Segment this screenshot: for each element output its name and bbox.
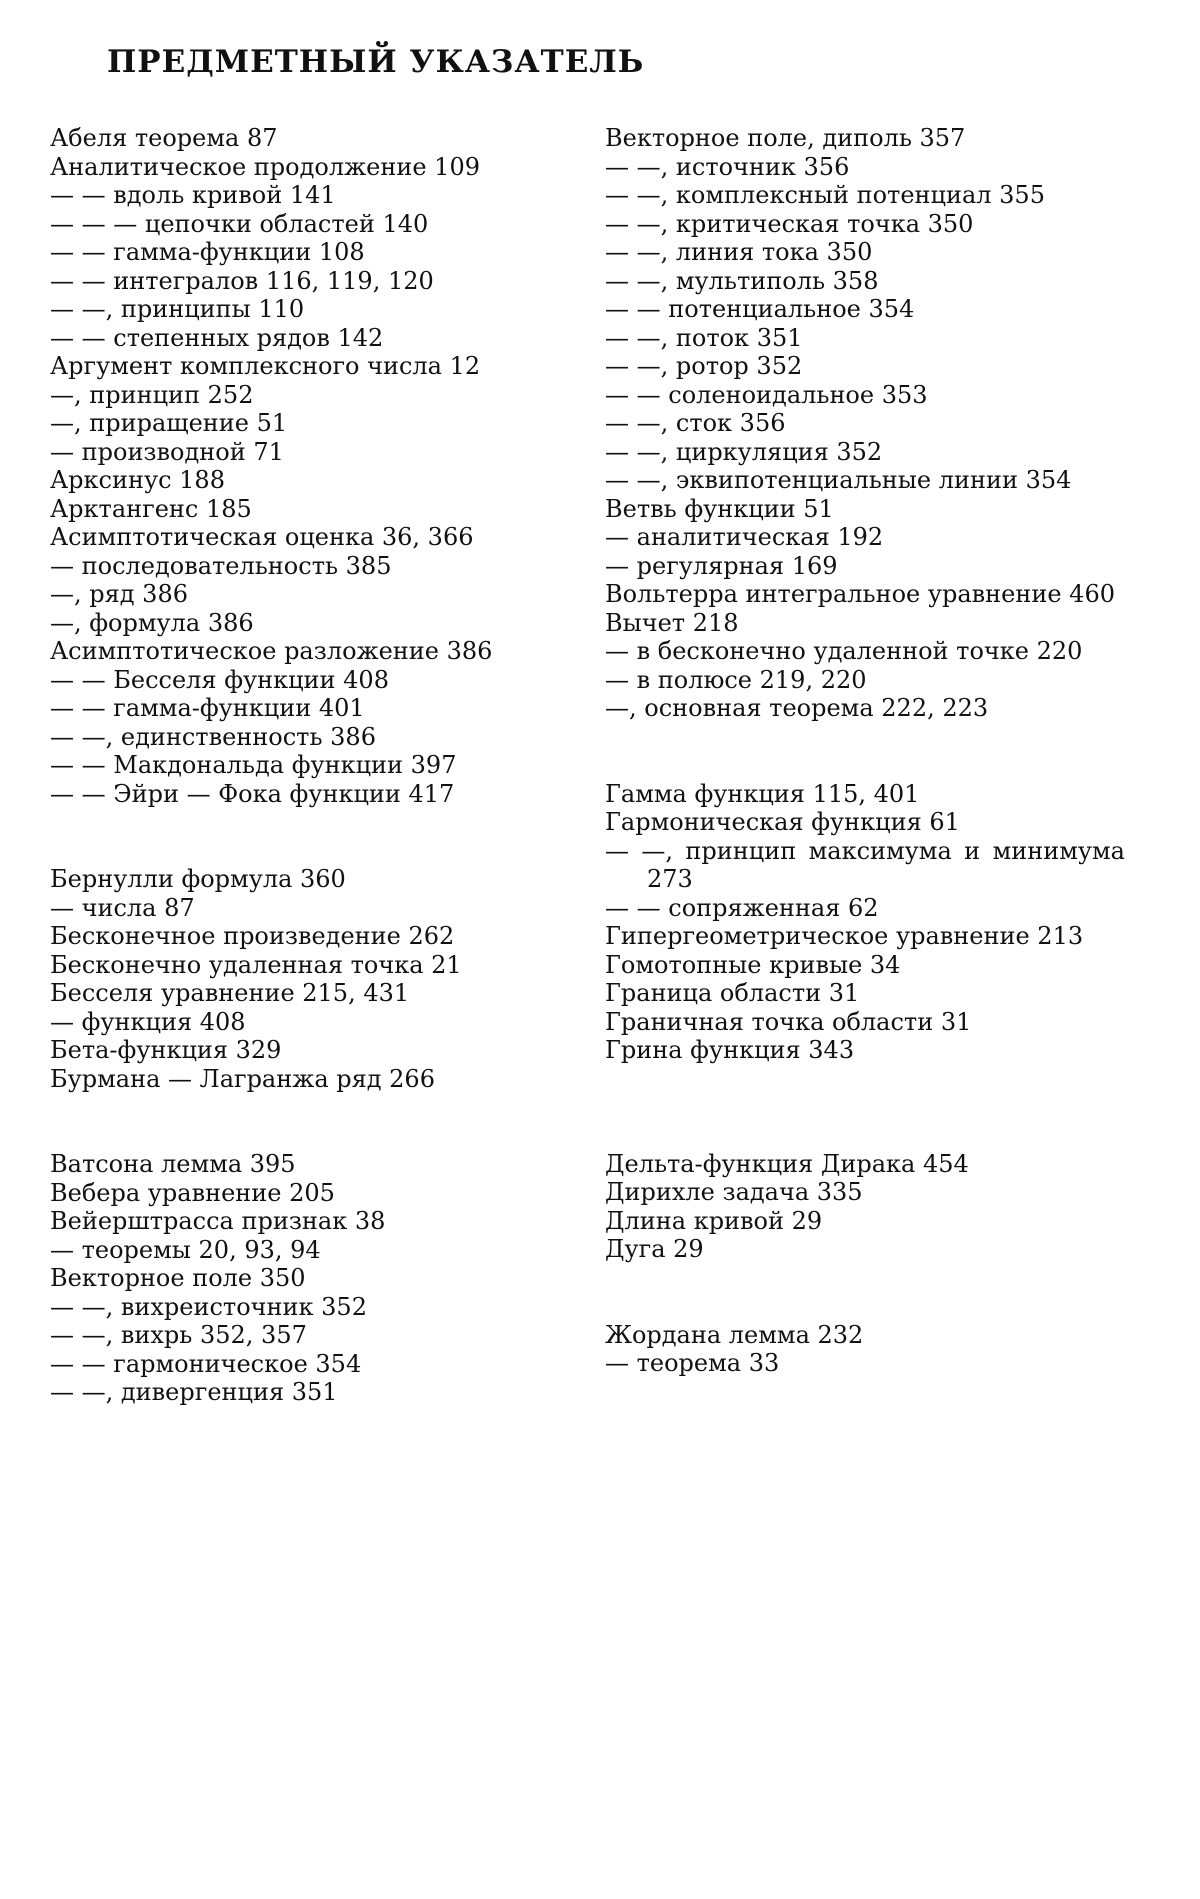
index-entry: Векторное поле, диполь 357	[605, 124, 966, 152]
index-entry: Вычет 218	[605, 608, 739, 637]
index-entry: Дирихле задача 335	[605, 1178, 863, 1206]
index-entry: Абеля теорема 87	[50, 124, 278, 152]
index-entry: — — сопряженная 62	[605, 893, 879, 922]
index-entry: Асимптотическое разложение 386	[50, 637, 493, 665]
index-entry: Бесселя уравнение 215, 431	[50, 979, 410, 1007]
index-entry: — —, циркуляция 352	[605, 437, 883, 466]
index-entry: —, формула 386	[50, 608, 254, 637]
index-entry: — —, вихрь 352, 357	[50, 1321, 307, 1349]
index-entry: Арксинус 188	[50, 466, 225, 494]
index-entry: — —, мультиполь 358	[605, 266, 879, 295]
index-entry: Гамма функция 115, 401	[605, 779, 920, 808]
index-entry: — — соленоидальное 353	[605, 380, 928, 409]
index-entry: Вейерштрасса признак 38	[50, 1207, 386, 1235]
index-entry: — — Макдональда функции 397	[50, 751, 457, 779]
index-entry: Дуга 29	[605, 1235, 704, 1263]
index-entry: — —, линия тока 350	[605, 238, 873, 266]
index-entry: — последовательность 385	[50, 551, 392, 580]
index-entry: — —, ротор 352	[605, 352, 803, 380]
index-entry: Гомотопные кривые 34	[605, 950, 901, 979]
index-entry: — —, вихреисточник 352	[50, 1292, 367, 1321]
index-group-v	[50, 1150, 530, 1407]
page-title: ПРЕДМЕТНЫЙ УКАЗАТЕЛЬ	[107, 44, 645, 80]
index-entry: — —, единственность 386	[50, 722, 376, 751]
index-entry: — —, принципы 110	[50, 295, 305, 323]
index-entry: Бесконечно удаленная точка 21	[50, 950, 462, 979]
index-group-v-continued	[605, 124, 1125, 723]
index-entry: Ватсона лемма 395	[50, 1150, 296, 1178]
index-entry: — числа 87	[50, 893, 195, 922]
index-entry: —, приращение 51	[50, 409, 288, 437]
index-entry: — — Эйри — Фока функции 417	[50, 779, 455, 808]
index-entry: Ветвь функции 51	[605, 494, 834, 523]
index-entry: Бурмана — Лагранжа ряд 266	[50, 1064, 435, 1093]
index-entry: — — потенциальное 354	[605, 295, 915, 323]
index-entry: — регулярная 169	[605, 551, 838, 580]
index-entry: — — степенных рядов 142	[50, 323, 384, 352]
index-entry: Длина кривой 29	[605, 1206, 823, 1235]
index-entry: — — вдоль кривой 141	[50, 181, 336, 209]
index-entry: — —, критическая точка 350	[605, 209, 974, 238]
index-entry: Векторное поле 350	[50, 1264, 306, 1292]
index-entry: — —, комплексный потенциал 355	[605, 181, 1045, 209]
index-entry: — —, принцип максимума и минимума 273	[605, 836, 1125, 893]
index-entry: Арктангенс 185	[50, 494, 252, 523]
index-entry: — теоремы 20, 93, 94	[50, 1235, 321, 1264]
index-entry: Жордана лемма 232	[605, 1320, 864, 1349]
index-entry: Аналитическое продолжение 109	[50, 152, 480, 181]
index-entry: Бета-функция 329	[50, 1036, 282, 1064]
index-entry: Гармоническая функция 61	[605, 808, 960, 836]
index-entry: — — гамма-функции 401	[50, 694, 365, 722]
index-group-b	[50, 865, 530, 1093]
index-entry: — — гамма-функции 108	[50, 238, 365, 266]
index-entry: — — Бесселя функции 408	[50, 665, 389, 694]
index-entry: Вольтерра интегральное уравнение 460	[605, 580, 1115, 608]
index-entry: — —, дивергенция 351	[50, 1378, 338, 1406]
index-entry: Вебера уравнение 205	[50, 1178, 335, 1207]
index-entry: — — — цепочки областей 140	[50, 209, 429, 238]
index-entry: — —, поток 351	[605, 323, 803, 352]
index-entry: — —, источник 356	[605, 152, 850, 181]
index-group-a	[50, 124, 530, 808]
index-entry: — функция 408	[50, 1007, 246, 1036]
index-column-left	[50, 124, 530, 1407]
index-entry: Граница области 31	[605, 979, 860, 1007]
index-entry: — —, эквипотенциальные линии 354	[605, 466, 1072, 494]
index-entry: — — гармоническое 354	[50, 1349, 362, 1378]
index-entry: Гипергеометрическое уравнение 213	[605, 922, 1084, 950]
index-group-d	[605, 1150, 1125, 1264]
index-entry: — производной 71	[50, 437, 284, 466]
index-entry: —, ряд 386	[50, 580, 188, 608]
index-entry: Аргумент комплексного числа 12	[50, 352, 481, 380]
index-entry: —, принцип 252	[50, 380, 254, 409]
index-group-zh	[605, 1321, 1125, 1378]
index-entry: Дельта-функция Дирака 454	[605, 1149, 969, 1178]
index-group-g	[605, 780, 1125, 1065]
index-entry: —, основная теорема 222, 223	[605, 694, 989, 722]
index-entry: — — интегралов 116, 119, 120	[50, 266, 434, 295]
index-entry: — теорема 33	[605, 1349, 780, 1377]
index-column-right	[605, 124, 1125, 1378]
index-entry: Бесконечное произведение 262	[50, 922, 455, 950]
index-entry: — в бесконечно удаленной точке 220	[605, 637, 1083, 665]
index-entry: Бернулли формула 360	[50, 865, 346, 893]
index-entry: — аналитическая 192	[605, 523, 884, 551]
index-entry: Асимптотическая оценка 36, 366	[50, 523, 474, 551]
index-entry: — —, сток 356	[605, 409, 786, 437]
index-entry: Граничная точка области 31	[605, 1007, 972, 1036]
index-entry: Грина функция 343	[605, 1036, 855, 1064]
index-entry: — в полюсе 219, 220	[605, 665, 867, 694]
